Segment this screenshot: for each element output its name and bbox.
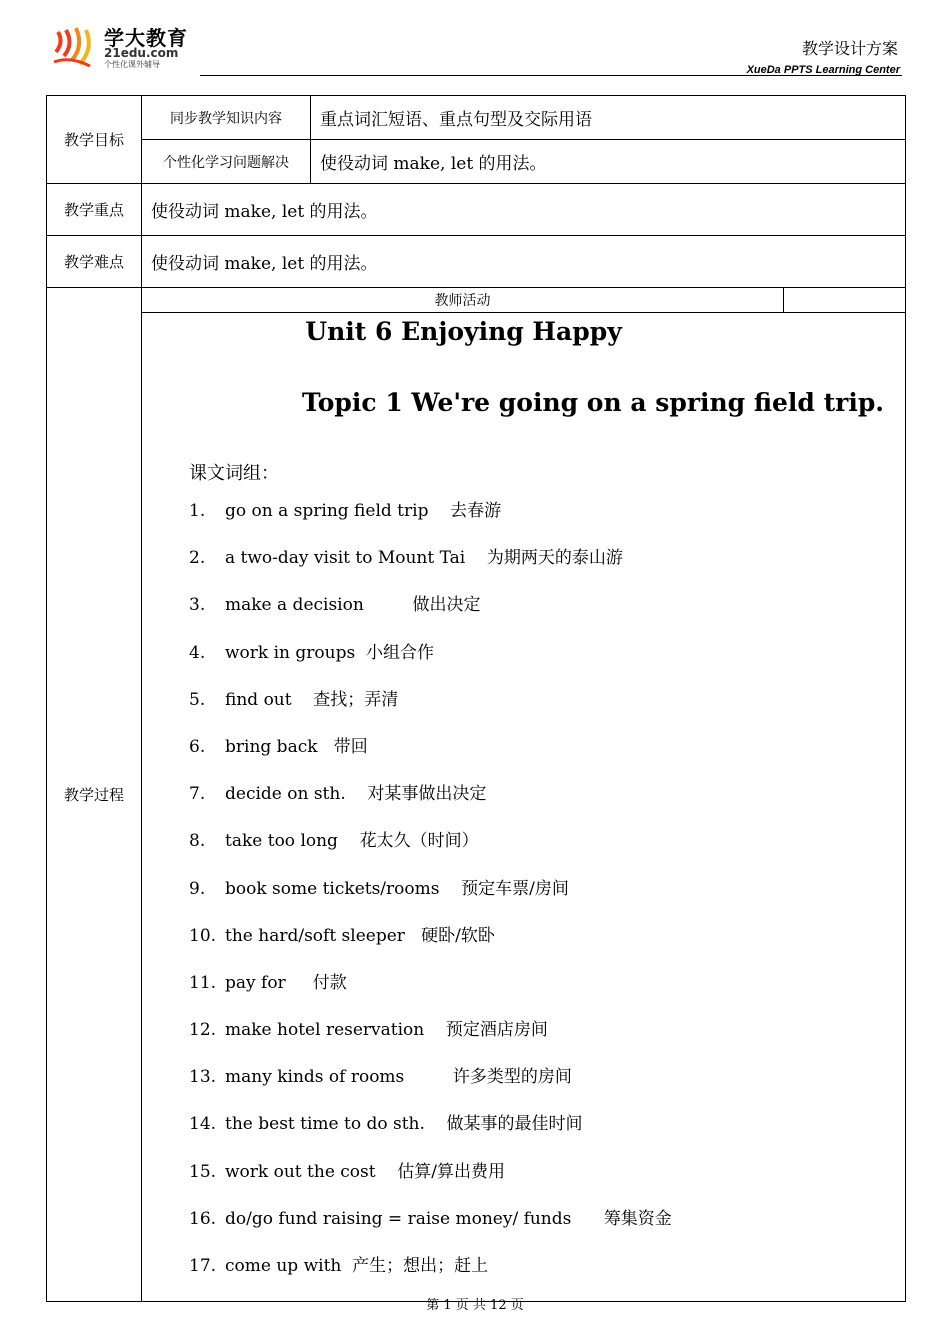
phrase-english: the hard/soft sleeper: [225, 925, 405, 946]
logo-chinese-name: 学大教育: [104, 26, 188, 50]
table-row: [47, 96, 906, 140]
table-row: [47, 313, 906, 1302]
phrase-english: bring back: [225, 736, 318, 757]
logo-url: 21edu.com: [104, 46, 179, 60]
phrase-english: do/go fund raising = raise money/ funds: [225, 1208, 572, 1229]
difficult-points-value: 使役动词 make, let 的用法。: [142, 236, 906, 288]
phrase-chinese: 做出决定: [412, 595, 481, 616]
phrase-english: make a decision: [225, 595, 364, 616]
sync-content-label: 同步教学知识内容: [142, 96, 311, 140]
phrase-chinese: 为期两天的泰山游: [486, 548, 623, 569]
list-item: [189, 829, 905, 876]
phrase-chinese: 做某事的最佳时间: [446, 1114, 583, 1135]
list-item: [189, 1018, 905, 1065]
sync-content-value: 重点词汇短语、重点句型及交际用语: [311, 96, 906, 140]
phrase-chinese: 花太久（时间）: [359, 831, 479, 852]
phrase-number: 3.: [189, 595, 206, 616]
personal-problem-label: 个性化学习问题解决: [142, 140, 311, 184]
list-item: [189, 593, 905, 640]
list-item: [189, 688, 905, 735]
phrase-english: go on a spring field trip: [225, 501, 429, 521]
phrase-chinese: 估算/算出费用: [397, 1161, 505, 1182]
phrase-english: decide on sth.: [225, 784, 346, 805]
phrase-number: 6.: [189, 736, 206, 757]
table-row: [47, 184, 906, 236]
list-item: [189, 877, 905, 924]
page-footer: 第 1 页 共 12 页: [426, 1298, 524, 1313]
list-item: [189, 1160, 905, 1207]
lesson-plan-table: [46, 95, 906, 1302]
phrase-number: 14.: [189, 1114, 217, 1135]
phrase-chinese: 许多类型的房间: [452, 1067, 572, 1088]
topic-title: Topic 1 We're going on a spring field trip.: [302, 388, 885, 417]
difficult-points-label: 教学难点: [47, 236, 142, 288]
phrase-chinese: 小组合作: [366, 642, 435, 663]
phrases-section-label: 课文词组：: [189, 463, 279, 484]
header-divider: [200, 75, 902, 76]
phrase-number: 11.: [189, 972, 217, 993]
list-item: [189, 971, 905, 1018]
list-item: [189, 1065, 905, 1112]
phrase-number: 10.: [189, 925, 217, 946]
phrase-chinese: 硬卧/软卧: [421, 925, 495, 946]
key-points-label: 教学重点: [47, 184, 142, 236]
list-item: [189, 546, 905, 593]
phrase-english: take too long: [225, 831, 338, 852]
phrase-english: the best time to do sth.: [225, 1114, 425, 1135]
phrase-chinese: 带回: [333, 736, 368, 757]
list-item: [189, 735, 905, 782]
process-label: 教学过程: [47, 288, 142, 1302]
phrase-chinese: 产生；想出；赶上: [352, 1256, 489, 1276]
list-item: [189, 641, 905, 688]
list-item: [189, 782, 905, 829]
phrase-chinese: 筹集资金: [603, 1208, 672, 1229]
lesson-content: [142, 313, 906, 1302]
table-row: [47, 140, 906, 184]
personal-problem-value: 使役动词 make, let 的用法。: [311, 140, 906, 184]
phrase-english: book some tickets/rooms: [225, 878, 440, 899]
phrase-number: 15.: [189, 1161, 217, 1182]
phrase-english: pay for: [225, 972, 286, 993]
teacher-activity-header: 教师活动: [142, 288, 784, 313]
key-points-value: 使役动词 make, let 的用法。: [142, 184, 906, 236]
document-title: 教学设计方案: [801, 39, 898, 58]
phrase-number: 13.: [189, 1067, 217, 1088]
phrase-english: work in groups: [225, 642, 356, 663]
phrase-chinese: 对某事做出决定: [367, 784, 487, 805]
logo-tagline: 个性化课外辅导: [104, 60, 160, 69]
list-item: [189, 1112, 905, 1159]
page-header: [0, 0, 950, 80]
list-item: [189, 924, 905, 971]
table-row: [47, 236, 906, 288]
phrase-number: 2.: [189, 548, 206, 569]
xueda-logo: [50, 22, 190, 72]
phrase-number: 9.: [189, 878, 206, 899]
phrase-english: find out: [225, 689, 292, 710]
xueda-logo-icon: [50, 22, 98, 70]
phrase-english: work out the cost: [225, 1161, 376, 1182]
phrase-english: many kinds of rooms: [225, 1067, 405, 1088]
phrase-number: 4.: [189, 642, 206, 663]
student-activity-header: [784, 288, 906, 313]
phrase-english: make hotel reservation: [225, 1020, 425, 1041]
phrase-number: 8.: [189, 831, 206, 852]
phrase-chinese: 预定酒店房间: [445, 1020, 548, 1041]
phrase-number: 1.: [189, 501, 206, 521]
phrase-number: 17.: [189, 1256, 217, 1276]
goals-label: 教学目标: [47, 96, 142, 184]
phrase-chinese: 查找；弄清: [313, 689, 399, 710]
phrase-chinese: 去春游: [450, 501, 502, 521]
phrase-english: come up with: [225, 1256, 342, 1276]
list-item: [189, 1207, 905, 1254]
phrase-number: 12.: [189, 1020, 217, 1041]
table-row: [47, 288, 906, 313]
phrase-chinese: 预定车票/房间: [461, 878, 569, 899]
phrase-chinese: 付款: [312, 972, 347, 993]
phrase-number: 7.: [189, 784, 206, 805]
list-item: [189, 499, 905, 546]
phrase-number: 5.: [189, 689, 206, 710]
phrase-list: [142, 499, 905, 1301]
learning-center-name: XueDa PPTS Learning Center: [746, 64, 900, 76]
phrase-number: 16.: [189, 1208, 217, 1229]
phrase-english: a two-day visit to Mount Tai: [225, 548, 466, 569]
unit-title: Unit 6 Enjoying Happy: [305, 317, 622, 346]
